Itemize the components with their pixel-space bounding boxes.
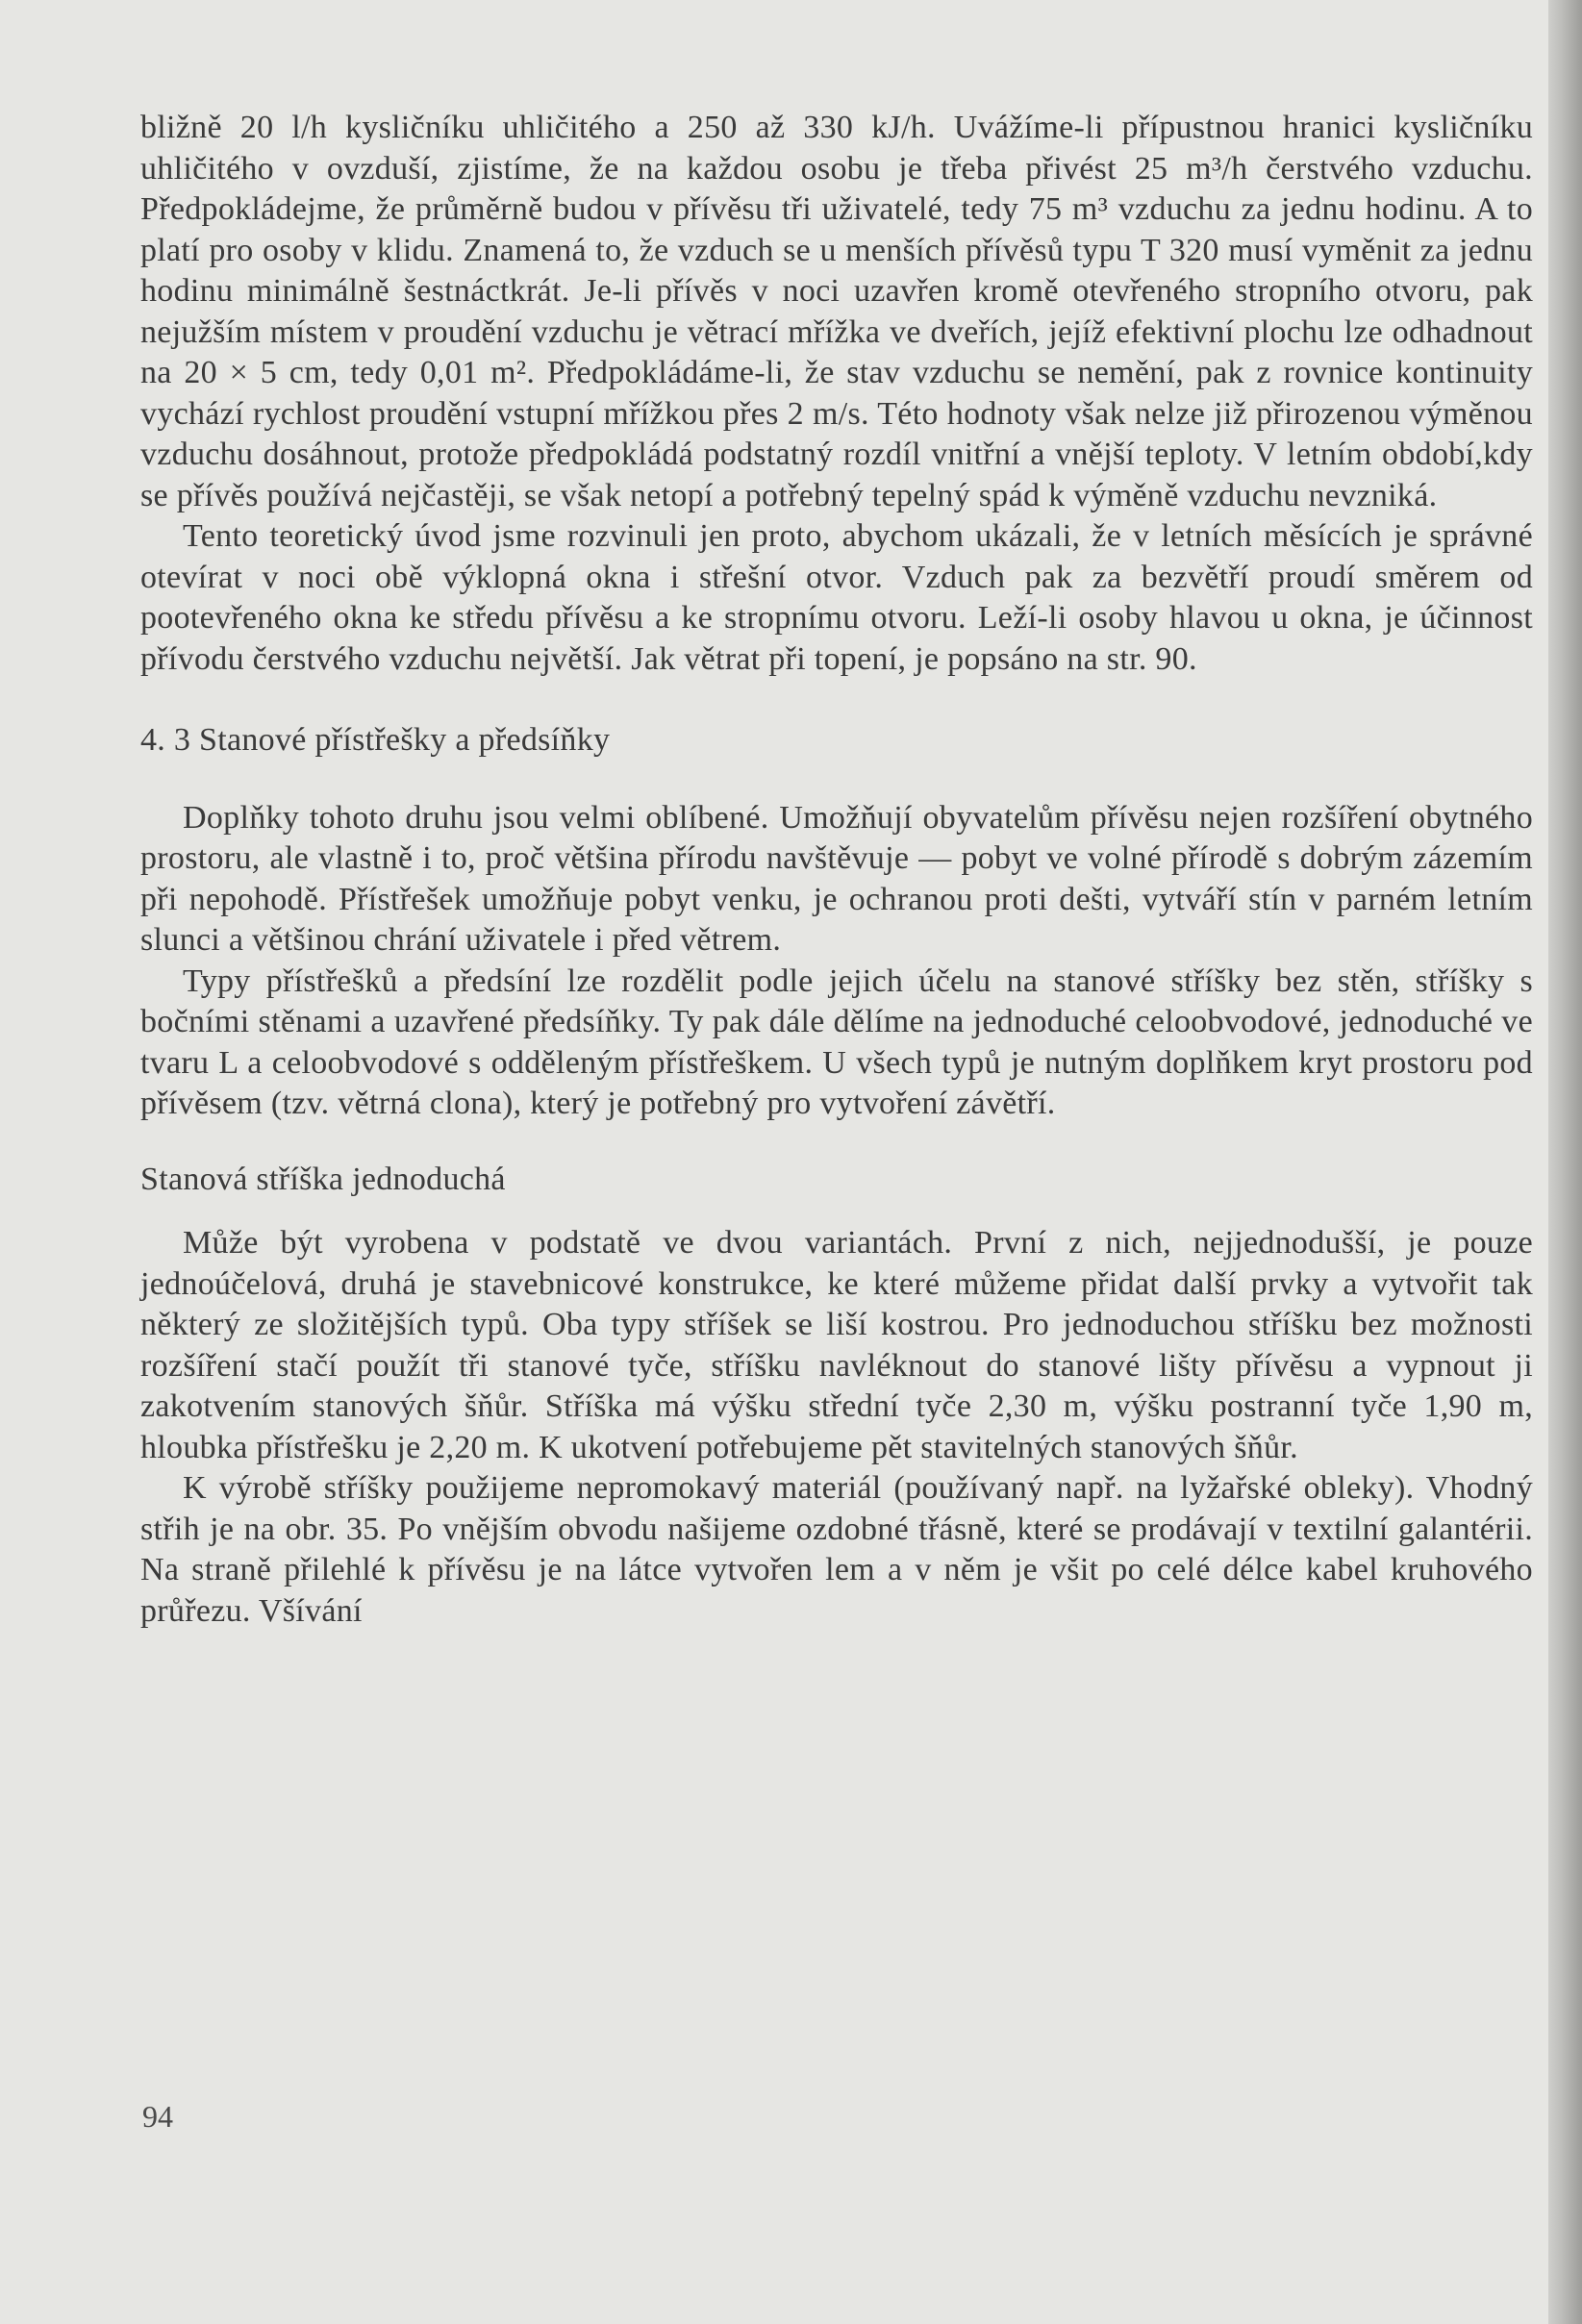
paragraph-awning-types: Typy přístřešků a předsíní lze rozdělit podle jejich účelu na stanové stříšky bez stěn, stříšky s bočními stěnami a uzavřené předsíňky. Ty pak dále dělíme na jednoduché celoobvodové, jednoduché ve tvaru L a celoobvodové s odděleným přístřeškem. U všech typů je nutným doplňkem kryt prostoru pod přívěsem (tzv. větrná clona), který je potřebný pro vytvoření závětří. (140, 962, 1533, 1121)
text-column (140, 108, 1533, 1632)
paragraph-ventilation-summary: Tento teoretický úvod jsme rozvinuli jen proto, abychom ukázali, že v letních měsících je správné otevírat v noci obě výklopná okna i střešní otvor. Vzduch pak za bezvětří proudí směrem od pootevřeného okna ke středu přívěsu a ke stropnímu otvoru. Leží-li osoby hlavou u okna, je účinnost přívodu čerstvého vzduchu největší. Jak větrat při topení, je popsáno na str. 90. (140, 518, 1533, 677)
paragraph-simple-awning: Může být vyrobena v podstatě ve dvou variantách. První z nich, nejjednodušší, je pouze jednoúčelová, druhá je stavebnicové konstrukce, ke které můžeme přidat další prvky a vytvořit tak některý ze složitějších typů. Oba typy stříšek se liší kostrou. Pro jednoduchou stříšku bez možnosti rozšíření stačí použít tři stanové tyče, stříšku navléknout do stanové lišty přívěsu a vypnout ji zakotvením stanových šňůr. Stříška má výšku střední tyče 2,30 m, výšku postranní tyče 1,90 m, hloubka přístřešku je 2,20 m. K ukotvení potřebujeme pět stavitelných stanových šňůr. (140, 1225, 1533, 1465)
paragraph-awning-intro: Doplňky tohoto druhu jsou velmi oblíbené. Umožňují obyvatelům přívěsu nejen rozšíření obytného prostoru, ale vlastně i to, proč většina přírodu navštěvuje — pobyt ve volné přírodě s dobrým zázemím při nepohodě. Přístřešek umožňuje pobyt venku, je ochranou proti dešti, vytváří stín v parném letním slunci a většinou chrání uživatele i před větrem. (140, 799, 1533, 958)
paragraph-awning-material: K výrobě stříšky použijeme nepromokavý materiál (používaný např. na lyžařské obleky). Vhodný střih je na obr. 35. Po vnějším obvodu našijeme ozdobné třásně, které se prodávají v textilní galantérii. Na straně přilehlé k přívěsu je na látce vytvořen lem a v něm je všit po celé délce kabel kruhového průřezu. Všívání (140, 1470, 1533, 1629)
page-number: 94 (142, 2099, 173, 2134)
subsection-heading: Stanová stříška jednoduchá (140, 1161, 506, 1197)
page-edge-shadow (1548, 0, 1582, 2324)
section-heading: 4. 3 Stanové přístřešky a předsíňky (140, 722, 611, 758)
paragraph-ventilation-calc: bližně 20 l/h kysličníku uhličitého a 250 až 330 kJ/h. Uvážíme-li přípustnou hranici kysličníku uhličitého v ovzduší, zjistíme, že na každou osobu je třeba přivést 25 m³/h čerstvého vzduchu. Předpokládejme, že průměrně budou v přívěsu tři uživatelé, tedy 75 m³ vzduchu za jednu hodinu. A to platí pro osoby v klidu. Znamená to, že vzduch se u menších přívěsů typu T 320 musí vyměnit za jednu hodinu minimálně šestnáctkrát. Je-li přívěs v noci uzavřen kromě otevřeného stropního otvoru, pak nejužším místem v proudění vzduchu je větrací mřížka ve dveřích, jejíž efektivní plochu lze odhadnout na 20 × 5 cm, tedy 0,01 m². Předpokládáme-li, že stav vzduchu se nemění, pak z rovnice kontinuity vychází rychlost proudění vstupní mřížkou přes 2 m/s. Této hodnoty však nelze již přirozenou výměnou vzduchu dosáhnout, protože předpokládá podstatný rozdíl vnitřní a vnější teploty. V letním období,kdy se přívěs používá nejčastěji, se však netopí a potřebný tepelný spád k výměně vzduchu nevzniká. (140, 110, 1533, 513)
